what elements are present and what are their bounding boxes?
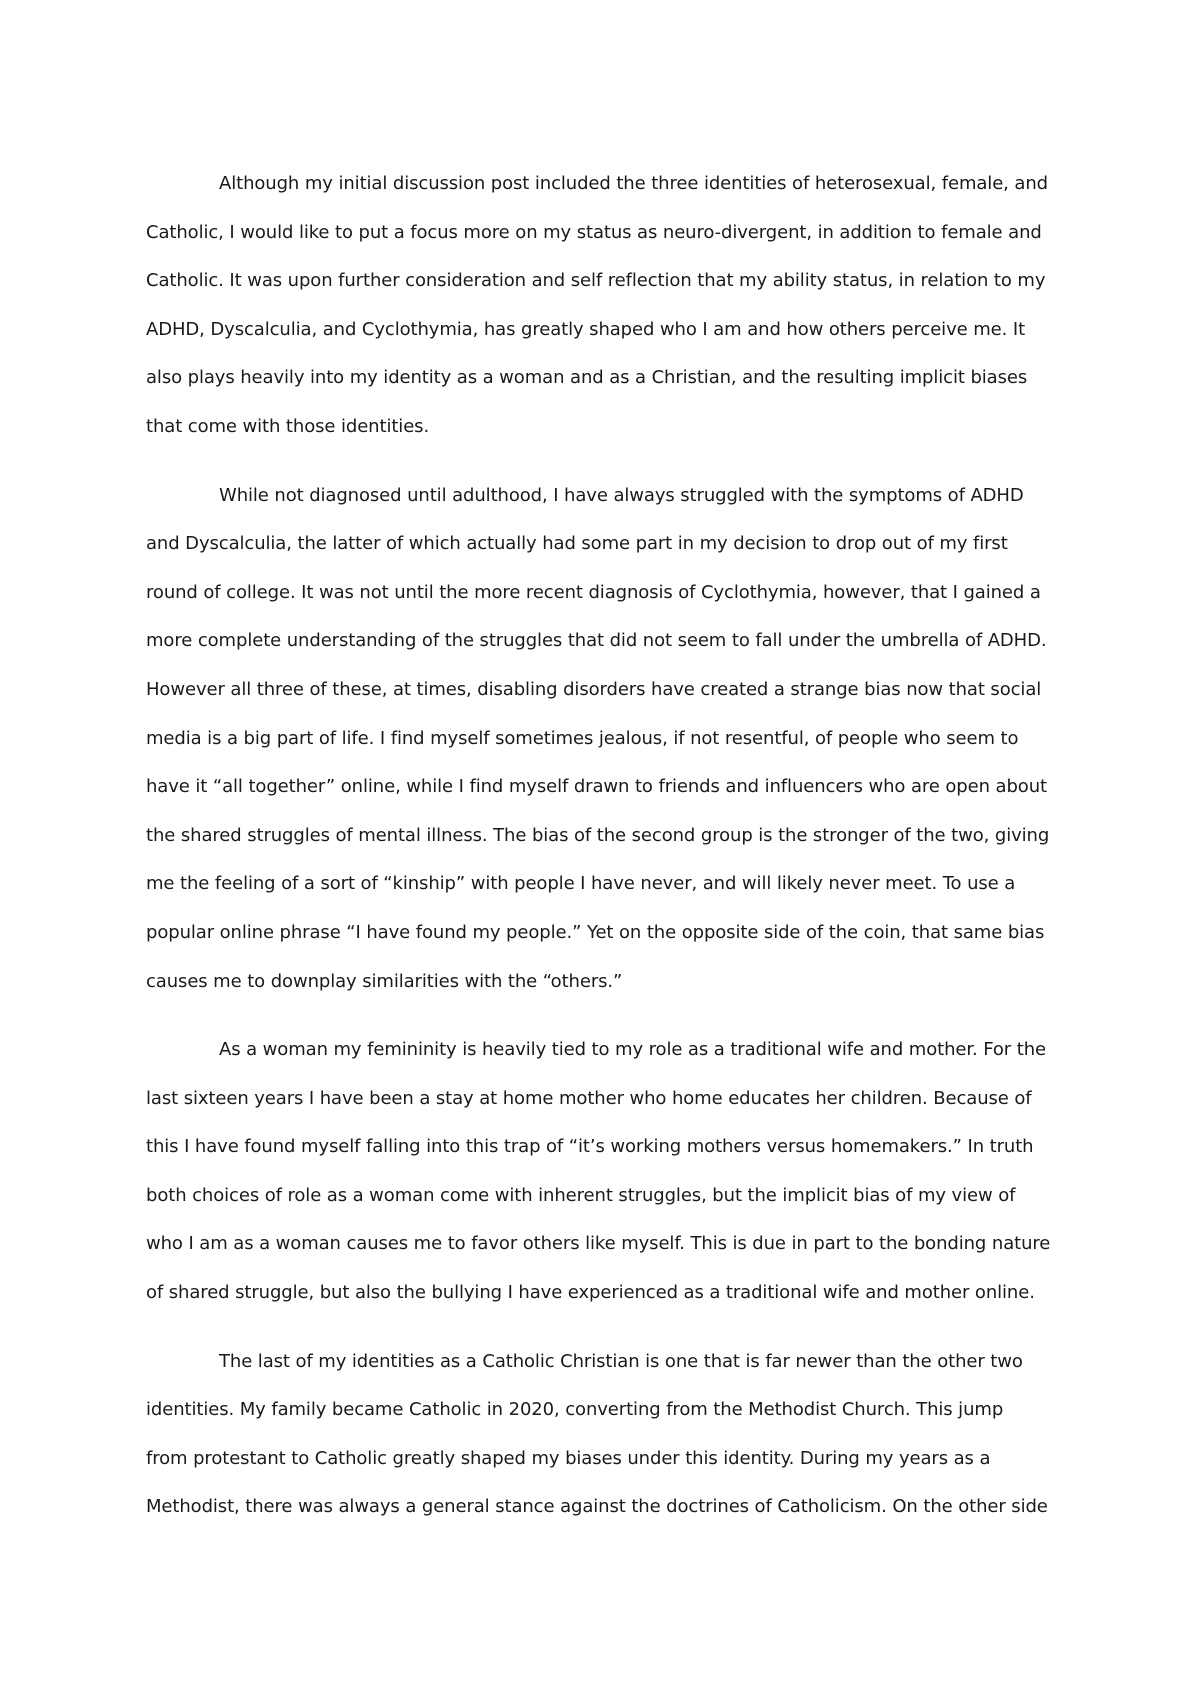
text-line: me the feeling of a sort of “kinship” with people I have never, and will likely never meet. To use a	[146, 873, 1016, 895]
text-line: Catholic, I would like to put a focus more on my status as neuro-divergent, in addition to female and	[146, 221, 1042, 243]
text-line: identities. My family became Catholic in 2020, converting from the Methodist Church. This jump	[146, 1399, 1004, 1421]
text-line: While not diagnosed until adulthood, I have always struggled with the symptoms of ADHD	[219, 484, 1024, 506]
text-line: and Dyscalculia, the latter of which actually had some part in my decision to drop out of my first	[146, 533, 1008, 555]
text-line: round of college. It was not until the more recent diagnosis of Cyclothymia, however, that I gained a	[146, 581, 1041, 603]
text-line: As a woman my femininity is heavily tied to my role as a traditional wife and mother. For the	[219, 1039, 1046, 1061]
text-line: who I am as a woman causes me to favor others like myself. This is due in part to the bonding nature	[146, 1233, 1051, 1255]
paragraph-neurodivergence	[146, 472, 1066, 1007]
paragraph-womanhood	[146, 1026, 1066, 1318]
paragraph-ability-status	[146, 160, 1066, 452]
text-line: Catholic. It was upon further consideration and self reflection that my ability status, in relation to my	[146, 270, 1046, 292]
text-line: popular online phrase “I have found my people.” Yet on the opposite side of the coin, that same bias	[146, 921, 1045, 943]
text-line: Methodist, there was always a general stance against the doctrines of Catholicism. On the other side	[146, 1496, 1048, 1518]
text-line: also plays heavily into my identity as a woman and as a Christian, and the resulting implicit biases	[146, 367, 1028, 389]
paragraph-catholic-identity	[146, 1338, 1066, 1532]
essay-body	[146, 160, 1066, 1552]
text-line: media is a big part of life. I find myself sometimes jealous, if not resentful, of people who seem to	[146, 727, 1019, 749]
text-line: Although my initial discussion post included the three identities of heterosexual, female, and	[219, 173, 1048, 194]
text-line: the shared struggles of mental illness. The bias of the second group is the stronger of the two, giving	[146, 824, 1050, 846]
text-line: this I have found myself falling into this trap of “it’s working mothers versus homemakers.” In truth	[146, 1136, 1034, 1158]
text-line: ADHD, Dyscalculia, and Cyclothymia, has greatly shaped who I am and how others perceive me. It	[146, 318, 1026, 340]
text-line: The last of my identities as a Catholic Christian is one that is far newer than the other two	[219, 1350, 1023, 1372]
text-line: that come with those identities.	[146, 415, 430, 437]
text-line: of shared struggle, but also the bullying I have experienced as a traditional wife and mother online.	[146, 1282, 1035, 1304]
text-line: However all three of these, at times, disabling disorders have created a strange bias now that social	[146, 678, 1042, 700]
text-line: causes me to downplay similarities with the “others.”	[146, 970, 623, 992]
text-line: more complete understanding of the struggles that did not seem to fall under the umbrella of ADHD.	[146, 630, 1047, 652]
text-line: have it “all together” online, while I find myself drawn to friends and influencers who are open about	[146, 776, 1047, 798]
text-line: from protestant to Catholic greatly shaped my biases under this identity. During my years as a	[146, 1447, 991, 1469]
text-line: both choices of role as a woman come with inherent struggles, but the implicit bias of my view of	[146, 1184, 1016, 1206]
text-line: last sixteen years I have been a stay at home mother who home educates her children. Because of	[146, 1087, 1032, 1109]
